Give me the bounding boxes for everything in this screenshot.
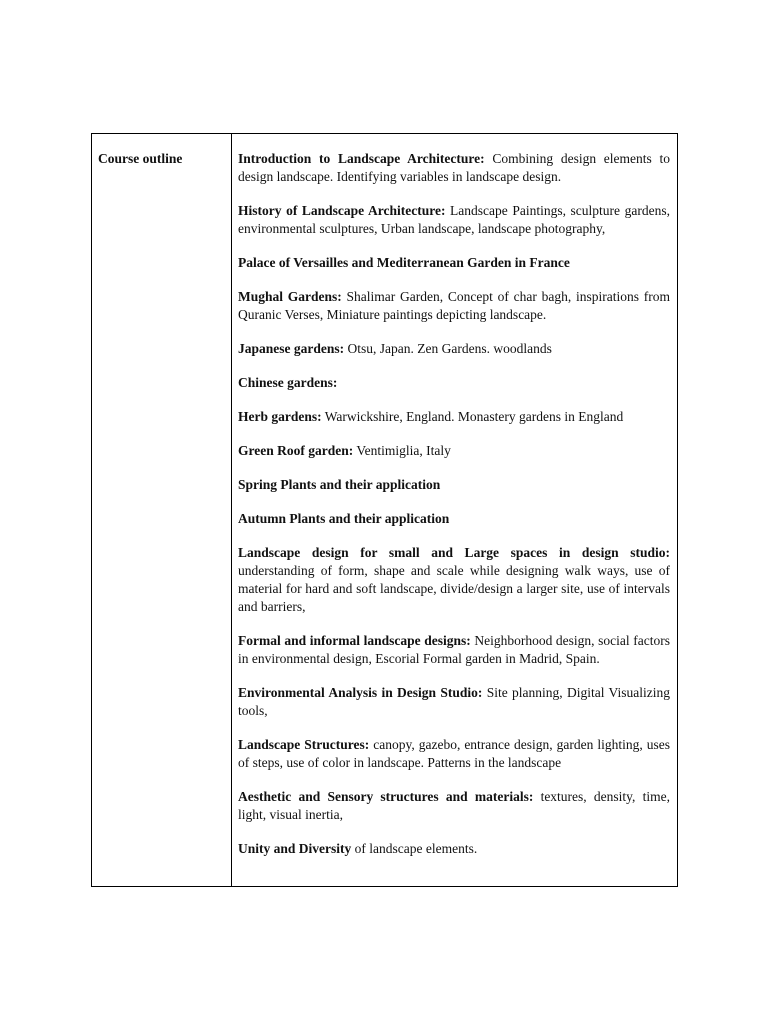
- entry-heading: History of Landscape Architecture:: [238, 203, 446, 218]
- entry-heading: Landscape design for small and Large spaces in design studio:: [238, 545, 670, 560]
- outline-entry: [238, 544, 670, 616]
- course-outline-label: Course outline: [92, 134, 232, 886]
- outline-entry: [238, 150, 670, 186]
- entry-heading: Landscape Structures:: [238, 737, 370, 752]
- entry-text: Neighborhood design, social factors in environmental design, Escorial Formal garden in Madrid, Spain.: [238, 633, 670, 666]
- entry-text: Shalimar Garden, Concept of char bagh, inspirations from Quranic Verses, Miniature paintings depicting landscape.: [238, 289, 671, 322]
- outline-entry: [238, 510, 670, 528]
- entry-text: textures, density, time, light, visual inertia,: [238, 789, 670, 822]
- outline-entry: [238, 442, 670, 460]
- entry-heading: Introduction to Landscape Architecture:: [238, 151, 485, 166]
- course-outline-content: [232, 134, 677, 886]
- entry-heading: Chinese gardens:: [238, 375, 338, 390]
- outline-entry: [238, 288, 670, 324]
- entry-heading: Spring Plants and their application: [238, 477, 441, 492]
- entry-text: Combining design elements to design landscape. Identifying variables in landscape design.: [238, 151, 670, 184]
- entry-heading: Mughal Gardens:: [238, 289, 342, 304]
- entry-text: Otsu, Japan. Zen Gardens. woodlands: [344, 341, 552, 356]
- entry-text: Warwickshire, England. Monastery gardens in England: [321, 409, 624, 424]
- outline-entry: [238, 840, 670, 858]
- entry-heading: Herb gardens:: [238, 409, 322, 424]
- entry-heading: Unity and Diversity: [238, 841, 352, 856]
- entry-text: Landscape Paintings, sculpture gardens, environmental sculptures, Urban landscape, landscape photography,: [238, 203, 670, 236]
- outline-entry: [238, 788, 670, 824]
- course-outline-table: [91, 133, 678, 887]
- entry-text: of landscape elements.: [351, 841, 478, 856]
- entry-heading: Formal and informal landscape designs:: [238, 633, 471, 648]
- outline-entry: [238, 408, 670, 426]
- entry-heading: Japanese gardens:: [238, 341, 345, 356]
- entry-heading: Palace of Versailles and Mediterranean Garden in France: [238, 255, 570, 270]
- outline-entry: [238, 202, 670, 238]
- outline-entry: [238, 632, 670, 668]
- entry-text: Site planning, Digital Visualizing tools,: [238, 685, 670, 718]
- entry-heading: Green Roof garden:: [238, 443, 354, 458]
- outline-entry: [238, 374, 670, 392]
- outline-entry: [238, 254, 670, 272]
- outline-entry: [238, 476, 670, 494]
- entry-text: canopy, gazebo, entrance design, garden lighting, uses of steps, use of color in landscape. Patterns in the landscape: [238, 737, 670, 770]
- entry-heading: Environmental Analysis in Design Studio:: [238, 685, 483, 700]
- outline-entry: [238, 684, 670, 720]
- entry-heading: Autumn Plants and their application: [238, 511, 450, 526]
- entry-text: Ventimiglia, Italy: [353, 443, 451, 458]
- outline-entry: [238, 340, 670, 358]
- outline-entry: [238, 736, 670, 772]
- entry-heading: Aesthetic and Sensory structures and materials:: [238, 789, 534, 804]
- entry-text: understanding of form, shape and scale while designing walk ways, use of material for hard and soft landscape, divide/design a larger site, use of intervals and barriers,: [238, 563, 670, 614]
